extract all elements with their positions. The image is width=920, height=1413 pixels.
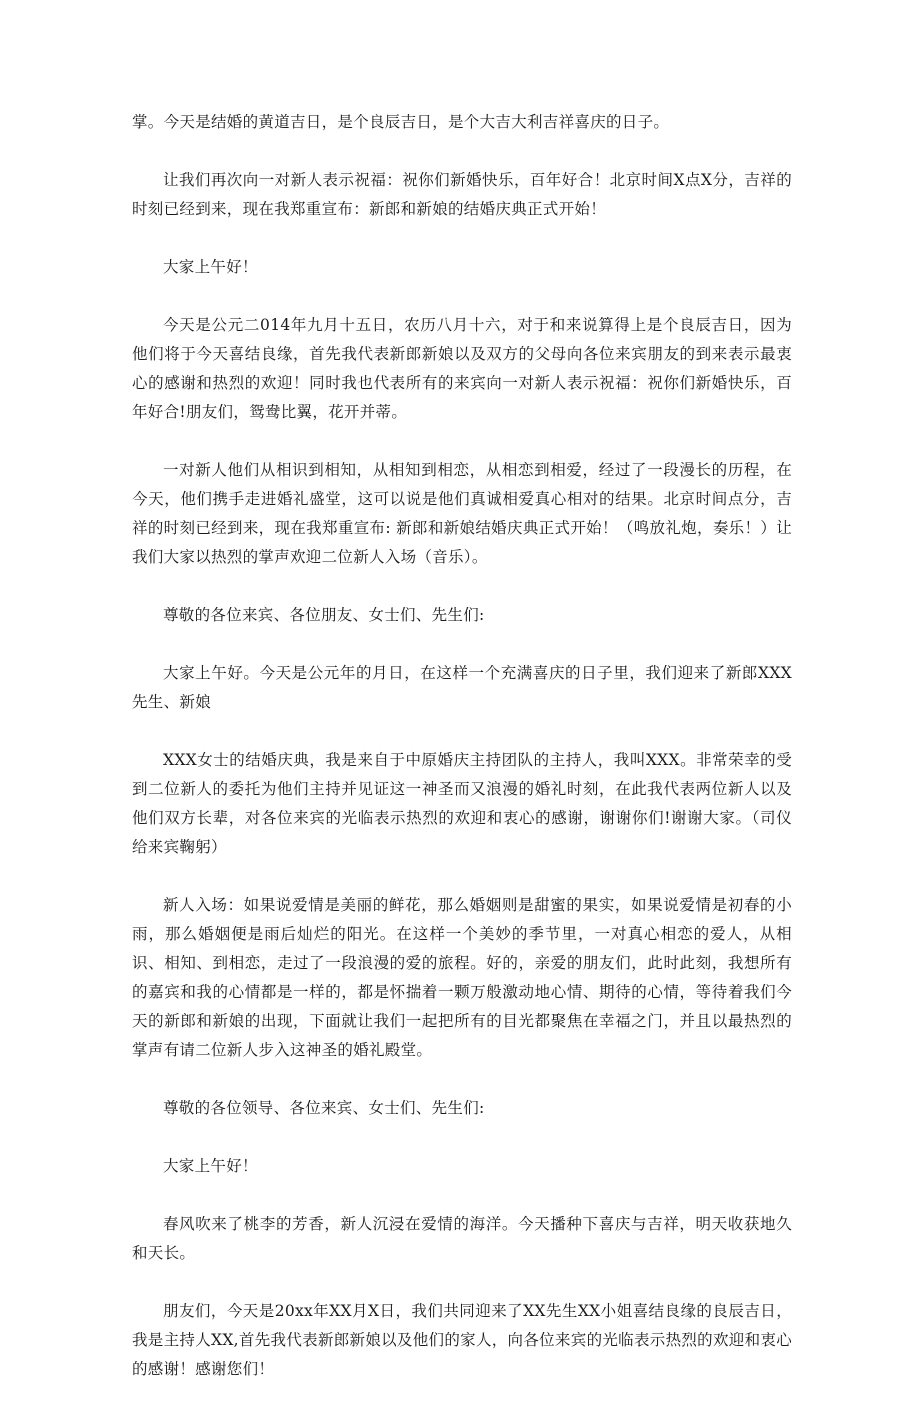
paragraph-13: 朋友们，今天是20xx年XX月X日，我们共同迎来了XX先生XX小姐喜结良缘的良辰吉日，我是主持人XX,首先我代表新郎新娘以及他们的家人，向各位来宾的光临表示热烈的欢迎和衷心的感谢！感谢您们！ <box>132 1302 792 1378</box>
paragraph-12: 春风吹来了桃李的芳香，新人沉浸在爱情的海洋。今天播种下喜庆与吉祥，明天收获地久和天长。 <box>132 1215 792 1262</box>
paragraph-1: 掌。今天是结婚的黄道吉日，是个良辰吉日，是个大吉大利吉祥喜庆的日子。 <box>132 113 670 131</box>
paragraph-7: 大家上午好。今天是公元年的月日，在这样一个充满喜庆的日子里，我们迎来了新郎XXX先生、新娘 <box>132 664 792 711</box>
paragraph-2: 让我们再次向一对新人表示祝福：祝你们新婚快乐，百年好合！北京时间X点X分，吉祥的时刻已经到来，现在我郑重宣布：新郎和新娘的结婚庆典正式开始！ <box>132 171 792 218</box>
paragraph-11: 大家上午好！ <box>163 1157 258 1175</box>
document-body <box>132 108 792 1413</box>
paragraph-4: 今天是公元二014年九月十五日，农历八月十六，对于和来说算得上是个良辰吉日，因为他们将于今天喜结良缘，首先我代表新郎新娘以及双方的父母向各位来宾朋友的到来表示最衷心的感谢和热烈的欢迎！同时我也代表所有的来宾向一对新人表示祝福：祝你们新婚快乐，百年好合!朋友们，鸳鸯比翼，花开并蒂。 <box>132 316 792 421</box>
paragraph-9: 新人入场：如果说爱情是美丽的鲜花，那么婚姻则是甜蜜的果实，如果说爱情是初春的小雨，那么婚姻便是雨后灿烂的阳光。在这样一个美妙的季节里，一对真心相恋的爱人，从相识、相知、到相恋，走过了一段浪漫的爱的旅程。好的，亲爱的朋友们，此时此刻，我想所有的嘉宾和我的心情都是一样的，都是怀揣着一颗万般激动地心情、期待的心情，等待着我们今天的新郎和新娘的出现，下面就让我们一起把所有的目光都聚焦在幸福之门，并且以最热烈的掌声有请二位新人步入这神圣的婚礼殿堂。 <box>132 896 792 1059</box>
paragraph-6: 尊敬的各位来宾、各位朋友、女士们、先生们: <box>163 606 485 624</box>
paragraph-8: XXX女士的结婚庆典，我是来自于中原婚庆主持团队的主持人，我叫XXX。非常荣幸的受到二位新人的委托为他们主持并见证这一神圣而又浪漫的婚礼时刻，在此我代表两位新人以及他们双方长辈，对各位来宾的光临表示热烈的欢迎和衷心的感谢，谢谢你们!谢谢大家。（司仪给来宾鞠躬） <box>132 751 792 856</box>
paragraph-10: 尊敬的各位领导、各位来宾、女士们、先生们: <box>163 1099 485 1117</box>
paragraph-3: 大家上午好！ <box>163 258 258 276</box>
paragraph-5: 一对新人他们从相识到相知，从相知到相恋，从相恋到相爱，经过了一段漫长的历程，在今天，他们携手走进婚礼盛堂，这可以说是他们真诚相爱真心相对的结果。北京时间点分，吉祥的时刻已经到来，现在我郑重宣布: 新郎和新娘结婚庆典正式开始！（鸣放礼炮，奏乐！）让我们大家以热烈的掌声欢迎二位新人入场（音乐）。 <box>132 461 792 566</box>
